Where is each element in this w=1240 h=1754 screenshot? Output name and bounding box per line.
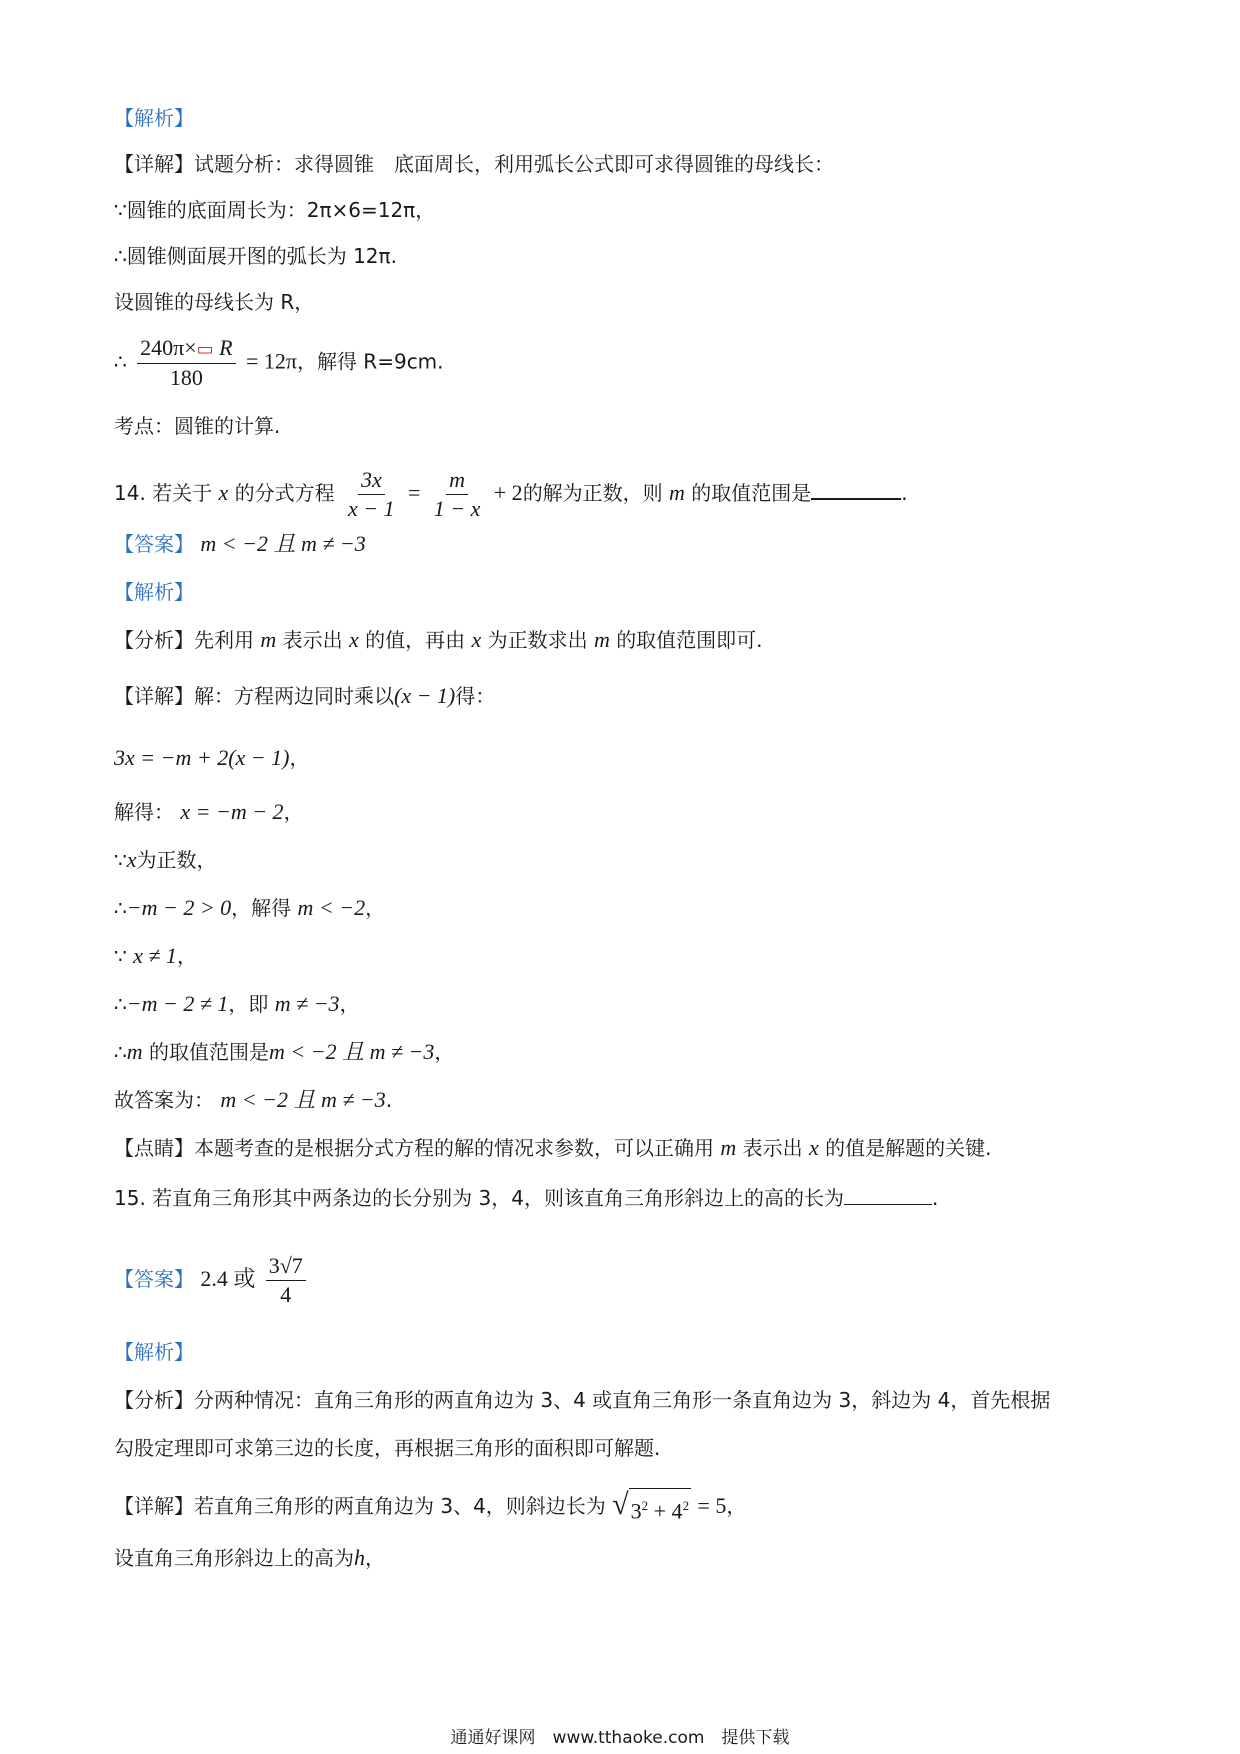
q14-fraction-1 [345,466,398,523]
q13-fraction [137,334,235,392]
q14-dj-c: 的值是解题的关键. [825,1136,992,1160]
q13-rhs: = 12π [245,348,297,374]
q14-s4-e: ， [365,896,386,920]
q15-last-b: ， [365,1546,385,1570]
q14-s7-m: m [126,1039,143,1064]
sqrt-expression [612,1488,691,1526]
q14-s2-b: x = −m − 2 [180,799,284,824]
q14-m: m [669,480,685,505]
q14-eq: = [408,480,421,505]
q14-detail-b: (x − 1) [394,683,456,708]
q14-s3-b: 为正数， [136,848,217,872]
sqrt-sup-2: 2 [682,1498,690,1514]
q13-solution: ，解得 R=9cm. [296,349,444,374]
q13-num-r: R [219,335,233,360]
radical-icon: √ [612,1488,629,1522]
sqrt-3: 3 [630,1498,642,1524]
q14-tail-2: 的取值范围是 [691,481,812,505]
q14-detail [114,682,495,710]
q14-s1: 3x = −m + 2(x − 1) [114,745,290,770]
q14-detail-a: 解：方程两边同时乘以 [194,684,394,708]
q15-fenxi-2: 勾股定理即可求第三边的长度，再根据三角形的面积即可解题. [114,1436,661,1460]
q14-s7-d: ， [434,1040,455,1064]
detail-text: 试题分析：求得圆锥 底面周长，利用弧长公式即可求得圆锥的母线长： [194,152,834,176]
q14-f1-den: x − 1 [348,496,395,521]
q14-s6-d: m ≠ −3 [274,991,340,1016]
q14-s8-a: 故答案为： [114,1088,214,1112]
q14-step-8 [114,1086,392,1114]
q14-s2-c: ， [283,800,304,824]
sqrt-sup-1: 2 [641,1498,649,1514]
q14-fenxi-x: x [348,627,359,652]
q14-f1-num: 3x [358,466,385,495]
q14-prefix: 14. 若关于 [114,481,213,505]
fenxi-label-2: 【分析】 [114,1388,194,1412]
q14-dianjing [114,1134,991,1162]
q15-detail [114,1486,746,1527]
fenxi-label: 【分析】 [114,628,194,652]
analysis-label: 【解析】 [114,106,194,130]
detail-label: 【详解】 [114,152,194,176]
q13-line-2: ∴圆锥侧面展开图的弧长为 12π. [114,244,397,268]
q15-answer-blank [844,1184,932,1205]
q14-fenxi-a: 先利用 [194,628,254,652]
q14-s1-end: ， [289,746,310,770]
q14-s8-c: . [385,1088,393,1112]
q14-dj-x: x [808,1135,819,1160]
q14-fraction-2 [431,466,484,523]
q14-step-1 [114,744,309,772]
analysis-label-3: 【解析】 [114,1340,194,1364]
detail-line [114,150,834,178]
q14-plus: + 2 [493,480,523,505]
answer-label: 【答案】 [114,532,194,556]
q14-s6-a: ∴ [114,992,127,1016]
q14-s3-a: ∵ [114,848,127,872]
q15-detail-a: 若直角三角形的两直角边为 3、4，则斜边长为 [194,1494,606,1518]
sqrt-radicand [629,1488,691,1526]
q13-equation [114,334,444,392]
q15-answer-line [114,1252,310,1309]
q14-detail-c: 得： [455,684,496,708]
q15-end: . [931,1186,939,1210]
q14-f2-num: m [446,466,468,495]
q14-s3-x: x [126,847,137,872]
q15-answer-num: 3√7 [266,1252,306,1281]
q14-fenxi [114,626,763,654]
q13-fraction-denominator: 180 [169,365,203,390]
q14-s2-a: 解得： [114,800,174,824]
q14-step-7 [114,1038,454,1066]
q15-fenxi-1 [114,1386,1050,1414]
q14-question [114,466,908,523]
q14-answer: m < −2 且 m ≠ −3 [200,531,366,556]
q14-s7-c: m < −2 且 m ≠ −3 [268,1039,435,1064]
q14-s6-b: −m − 2 ≠ 1 [126,991,229,1016]
q13-line-3: 设圆锥的母线长为 R， [114,290,315,314]
q14-s5-c: ， [176,944,197,968]
placeholder-box-icon: ▭ [196,339,214,359]
q14-fenxi-x2: x [471,627,482,652]
answer-blank [811,478,901,500]
q14-fenxi-m2: m [593,627,610,652]
q15-answer-den: 4 [280,1282,292,1307]
q13-line-1: ∵圆锥的底面周长为：2π×6=12π， [114,198,436,222]
q13-num-text: 240π× [140,335,197,360]
q15-answer-a: 2.4 或 [200,1266,256,1291]
q15-comma: ， [726,1494,747,1518]
q14-s6-e: ， [339,992,360,1016]
q14-dj-b: 表示出 [742,1136,803,1160]
analysis-label-2: 【解析】 [114,580,194,604]
answer-label-2: 【答案】 [114,1267,194,1291]
q14-end: . [901,481,908,505]
q13-fraction-numerator [137,334,235,364]
q15-last-a: 设直角三角形斜边上的高为 [114,1546,354,1570]
page-footer: 通通好课网 www.tthaoke.com 提供下载 [450,1728,790,1748]
q15-last [114,1544,385,1572]
q15-answer-fraction [266,1252,306,1309]
q14-s4-a: ∴ [114,896,127,920]
q14-x: x [218,480,229,505]
q14-step-4 [114,894,385,922]
therefore-symbol: ∴ [114,349,127,374]
q14-s7-b: 的取值范围是 [148,1040,269,1064]
q14-fenxi-m: m [260,627,277,652]
q14-step-5 [114,942,197,970]
q14-s4-b: −m − 2 > 0 [126,895,232,920]
q14-fenxi-c: 的值，再由 [365,628,466,652]
q14-mid: 的分式方程 [234,481,335,505]
q14-s5-a: ∵ [114,944,127,968]
q14-step-3 [114,846,217,874]
q14-fenxi-e: 的取值范围即可. [616,628,763,652]
q14-step-2 [114,798,304,826]
detail-label-2: 【详解】 [114,684,194,708]
q14-s6-c: ，即 [228,992,269,1016]
q14-tail-1: 的解为正数，则 [522,481,663,505]
q14-fenxi-b: 表示出 [282,628,343,652]
q15-question-text: 15. 若直角三角形其中两条边的长分别为 3，4，则该直角三角形斜边上的高的长为 [114,1186,844,1210]
q14-fenxi-d: 为正数求出 [487,628,588,652]
q14-s4-d: m < −2 [297,895,366,920]
dianjing-label: 【点睛】 [114,1136,194,1160]
q15-eq5: = 5 [697,1493,727,1518]
q14-s4-c: ，解得 [231,896,292,920]
q14-s5-b: x ≠ 1 [133,943,177,968]
q14-step-6 [114,990,360,1018]
q15-fenxi-1-text: 分两种情况：直角三角形的两直角边为 3、4 或直角三角形一条直角边为 3，斜边为 4，首先根据 [194,1388,1051,1412]
q14-f2-den: 1 − x [433,496,481,521]
q14-answer-line [114,530,366,558]
q14-dj-m: m [720,1135,737,1160]
q15-h: h [354,1545,365,1570]
q14-s7-a: ∴ [114,1040,127,1064]
sqrt-plus-4: + 4 [648,1498,683,1524]
q14-s8-b: m < −2 且 m ≠ −3 [220,1087,386,1112]
q13-kaodian: 考点：圆锥的计算. [114,414,281,438]
q14-dj-a: 本题考查的是根据分式方程的解的情况求参数，可以正确用 [194,1136,714,1160]
q15-question [114,1184,938,1212]
detail-label-3: 【详解】 [114,1494,194,1518]
